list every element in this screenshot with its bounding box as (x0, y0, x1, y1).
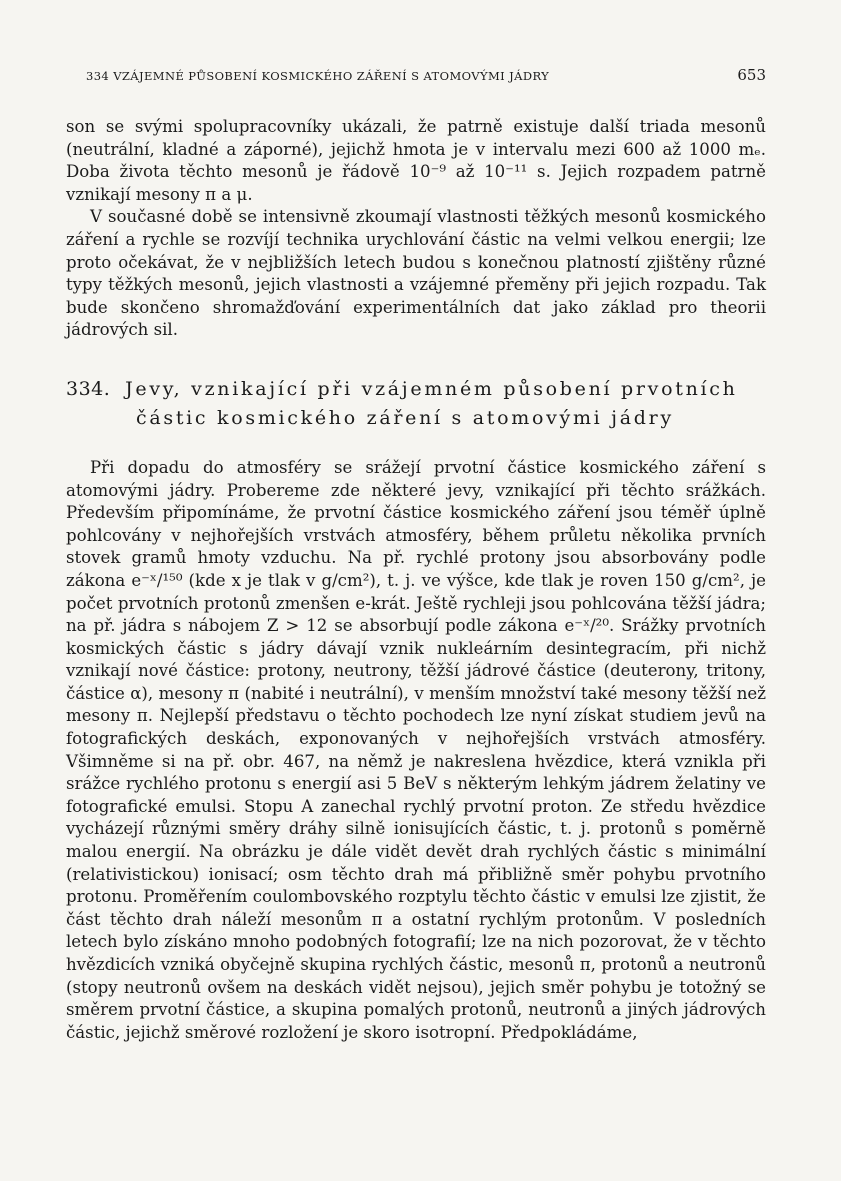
page-number: 653 (737, 66, 766, 84)
paragraph-heavy-mesons: V současné době se intensivně zkoumají vlastnosti těžkých mesonů kosmického záření a rychle se rozvíjí technika urychlování částic na velmi velkou energii; lze proto očekávat, že v nejbližších letech budou s konečnou platností zjištěny různé typy těžkých mesonů, jejich vlastnosti a vzájemné přeměny při jejich rozpadu. Tak bude skončeno shromažďování experimentálních dat jako základ pro theorii jádrových sil. (66, 207, 766, 340)
page-body (66, 116, 766, 1044)
running-header-title: 334 VZÁJEMNÉ PŮSOBENÍ KOSMICKÉHO ZÁŘENÍ S ATOMOVÝMI JÁDRY (86, 69, 550, 83)
section-heading (66, 375, 766, 433)
paragraph-section-text: Při dopadu do atmosféry se srážejí prvotní částice kosmického záření s atomovými jádry. Probereme zde některé jevy, vznikající při těchto srážkách. Především připomínáme, že prvotní částice kosmického záření jsou téměř úplně pohlcovány v nejhořejších vrstvách atmosféry, během průletu několika prvních stovek gramů hmoty vzduchu. Na př. rychlé protony jsou absorbovány podle zákona e⁻ˣ/¹⁵⁰ (kde x je tlak v g/cm²), t. j. ve výšce, kde tlak je roven 150 g/cm², je počet prvotních protonů zmenšen e-krát. Ještě rychleji jsou pohlcována těžší jádra; na př. jádra s nábojem Z > 12 se absorbují podle zákona e⁻ˣ/²⁰. Srážky prvotních kosmických částic s jádry dávají vznik nukleárním desintegracím, při nichž vznikají nové částice: protony, neutrony, těžší jádrové částice (deuterony, tritony, částice α), mesony π (nabité i neutrální), v menším množství také mesony těžší než mesony π. Nejlepší představu o těchto pochodech lze nyní získat studiem jevů na fotografických deskách, exponovaných v nejhořejších vrstvách atmosféry. Všimněme si na př. obr. 467, na němž je nakreslena hvězdice, která vznikla při srážce rychlého protonu s energií asi 5 BeV s některým lehkým jádrem želatiny ve fotografické emulsi. Stopu A zanechal rychlý prvotní proton. Ze středu hvězdice vycházejí různými směry dráhy silně ionisujících částic, t. j. protonů s poměrně malou energií. Na obrázku je dále vidět devět drah rychlých částic s minimální (relativistickou) ionisací; osm těchto drah má přibližně směr pohybu prvotního protonu. Proměřením coulombovského rozptylu těchto částic v emulsi lze zjistit, že část těchto drah náleží mesonům π a ostatní rychlým protonům. V posledních letech bylo získáno mnoho podobných fotografií; lze na nich pozorovat, že v těchto hvězdicích vzniká obyčejně skupina rychlých částic, mesonů π, protonů a neutronů (stopy neutronů ovšem na deskách vidět nejsou), jejich směr pohybu je totožný se směrem prvotní částice, a skupina pomalých protonů, neutronů a jiných jádrových částic, jejichž směrové rozložení je skoro isotropní. Předpokládáme, (66, 457, 766, 1042)
section-number: 334. (66, 377, 111, 400)
section-title-line1: Jevy, vznikající při vzájemném působení prvotních (125, 377, 738, 400)
paragraph-continuation: son se svými spolupracovníky ukázali, že patrně existuje další triada mesonů (neutrální, kladné a záporné), jejichž hmota je v intervalu mezi 600 až 1000 mₑ. Doba života těchto mesonů je řádově 10⁻⁹ až 10⁻¹¹ s. Jejich rozpadem patrně vznikají mesony π a μ. (66, 117, 766, 204)
section-title-line2: částic kosmického záření s atomovými jádry (136, 406, 674, 429)
running-header (86, 66, 766, 84)
